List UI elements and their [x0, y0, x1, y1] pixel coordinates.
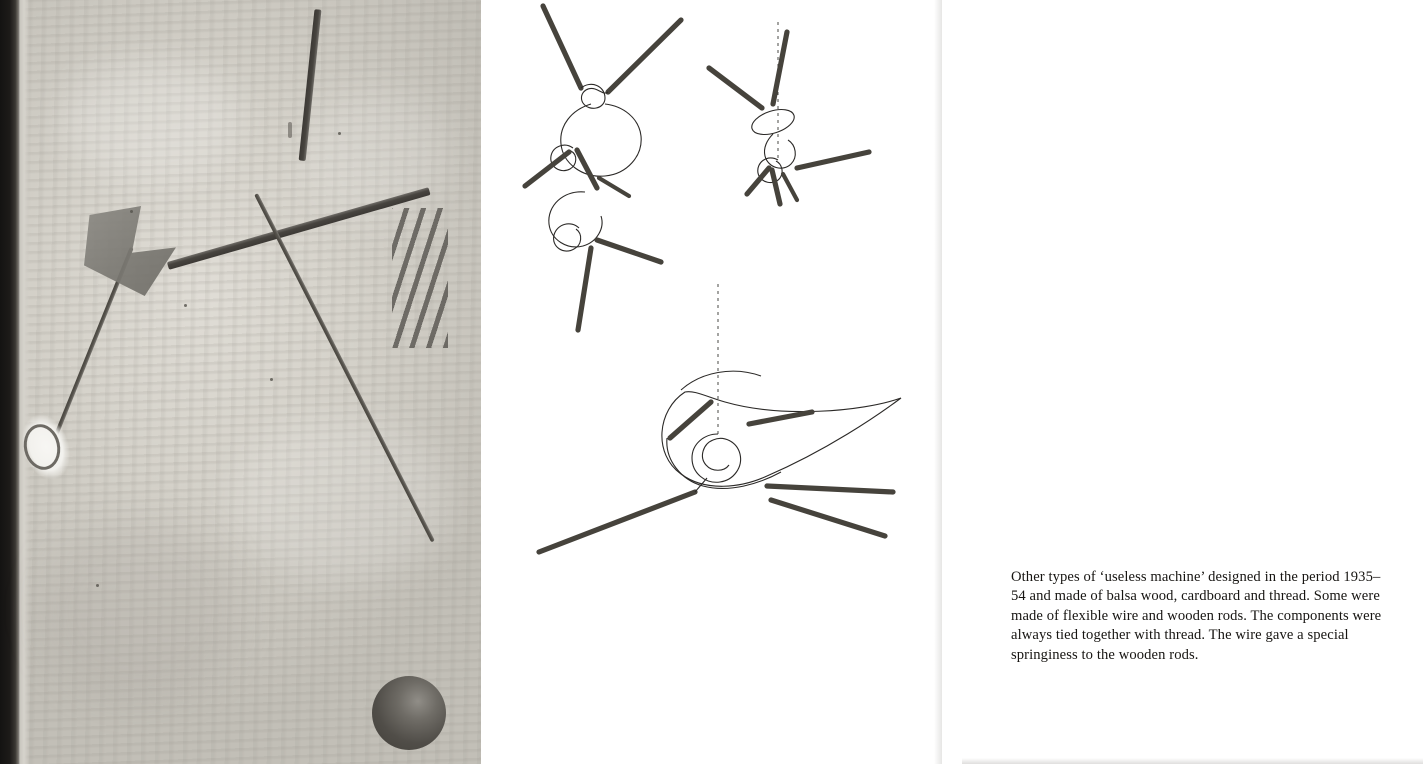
useless-machine-diagrams: [481, 0, 942, 764]
paper-mottle: [230, 420, 450, 580]
diagram-column: [481, 0, 1382, 764]
photograph-plate: [0, 0, 481, 764]
photo-speck: [338, 132, 341, 135]
photo-speck: [130, 210, 133, 213]
photo-speck: [270, 378, 273, 381]
photo-speck: [184, 304, 187, 307]
plate-spine-shadow: [0, 0, 18, 764]
diagram-bottom: [539, 284, 901, 552]
photo-speck: [96, 584, 99, 587]
diagram-top-left: [525, 6, 681, 330]
paper-mottle: [40, 520, 240, 700]
photo-rod: [167, 187, 431, 270]
page-bottom-shadow: [962, 758, 1423, 764]
dark-sphere-element: [372, 676, 446, 750]
striped-cardboard-element: [392, 208, 448, 348]
cardboard-shape: [84, 206, 176, 296]
figure-caption: [1011, 568, 1383, 665]
paper-mottle: [60, 60, 240, 180]
paper-mottle: [300, 90, 450, 220]
photo-speck: [288, 122, 292, 138]
diagram-top-right: [709, 22, 869, 204]
page-edge-shadow: [934, 0, 942, 764]
caption-text: Other types of ‘useless machine’ designed in the period 1935–54 and made of balsa wood, cardboard and thread. Some were made of flexible wire and wooden rods. The components were always tied together with thread. The wire gave a special springiness to the wooden rods.: [1011, 569, 1382, 663]
